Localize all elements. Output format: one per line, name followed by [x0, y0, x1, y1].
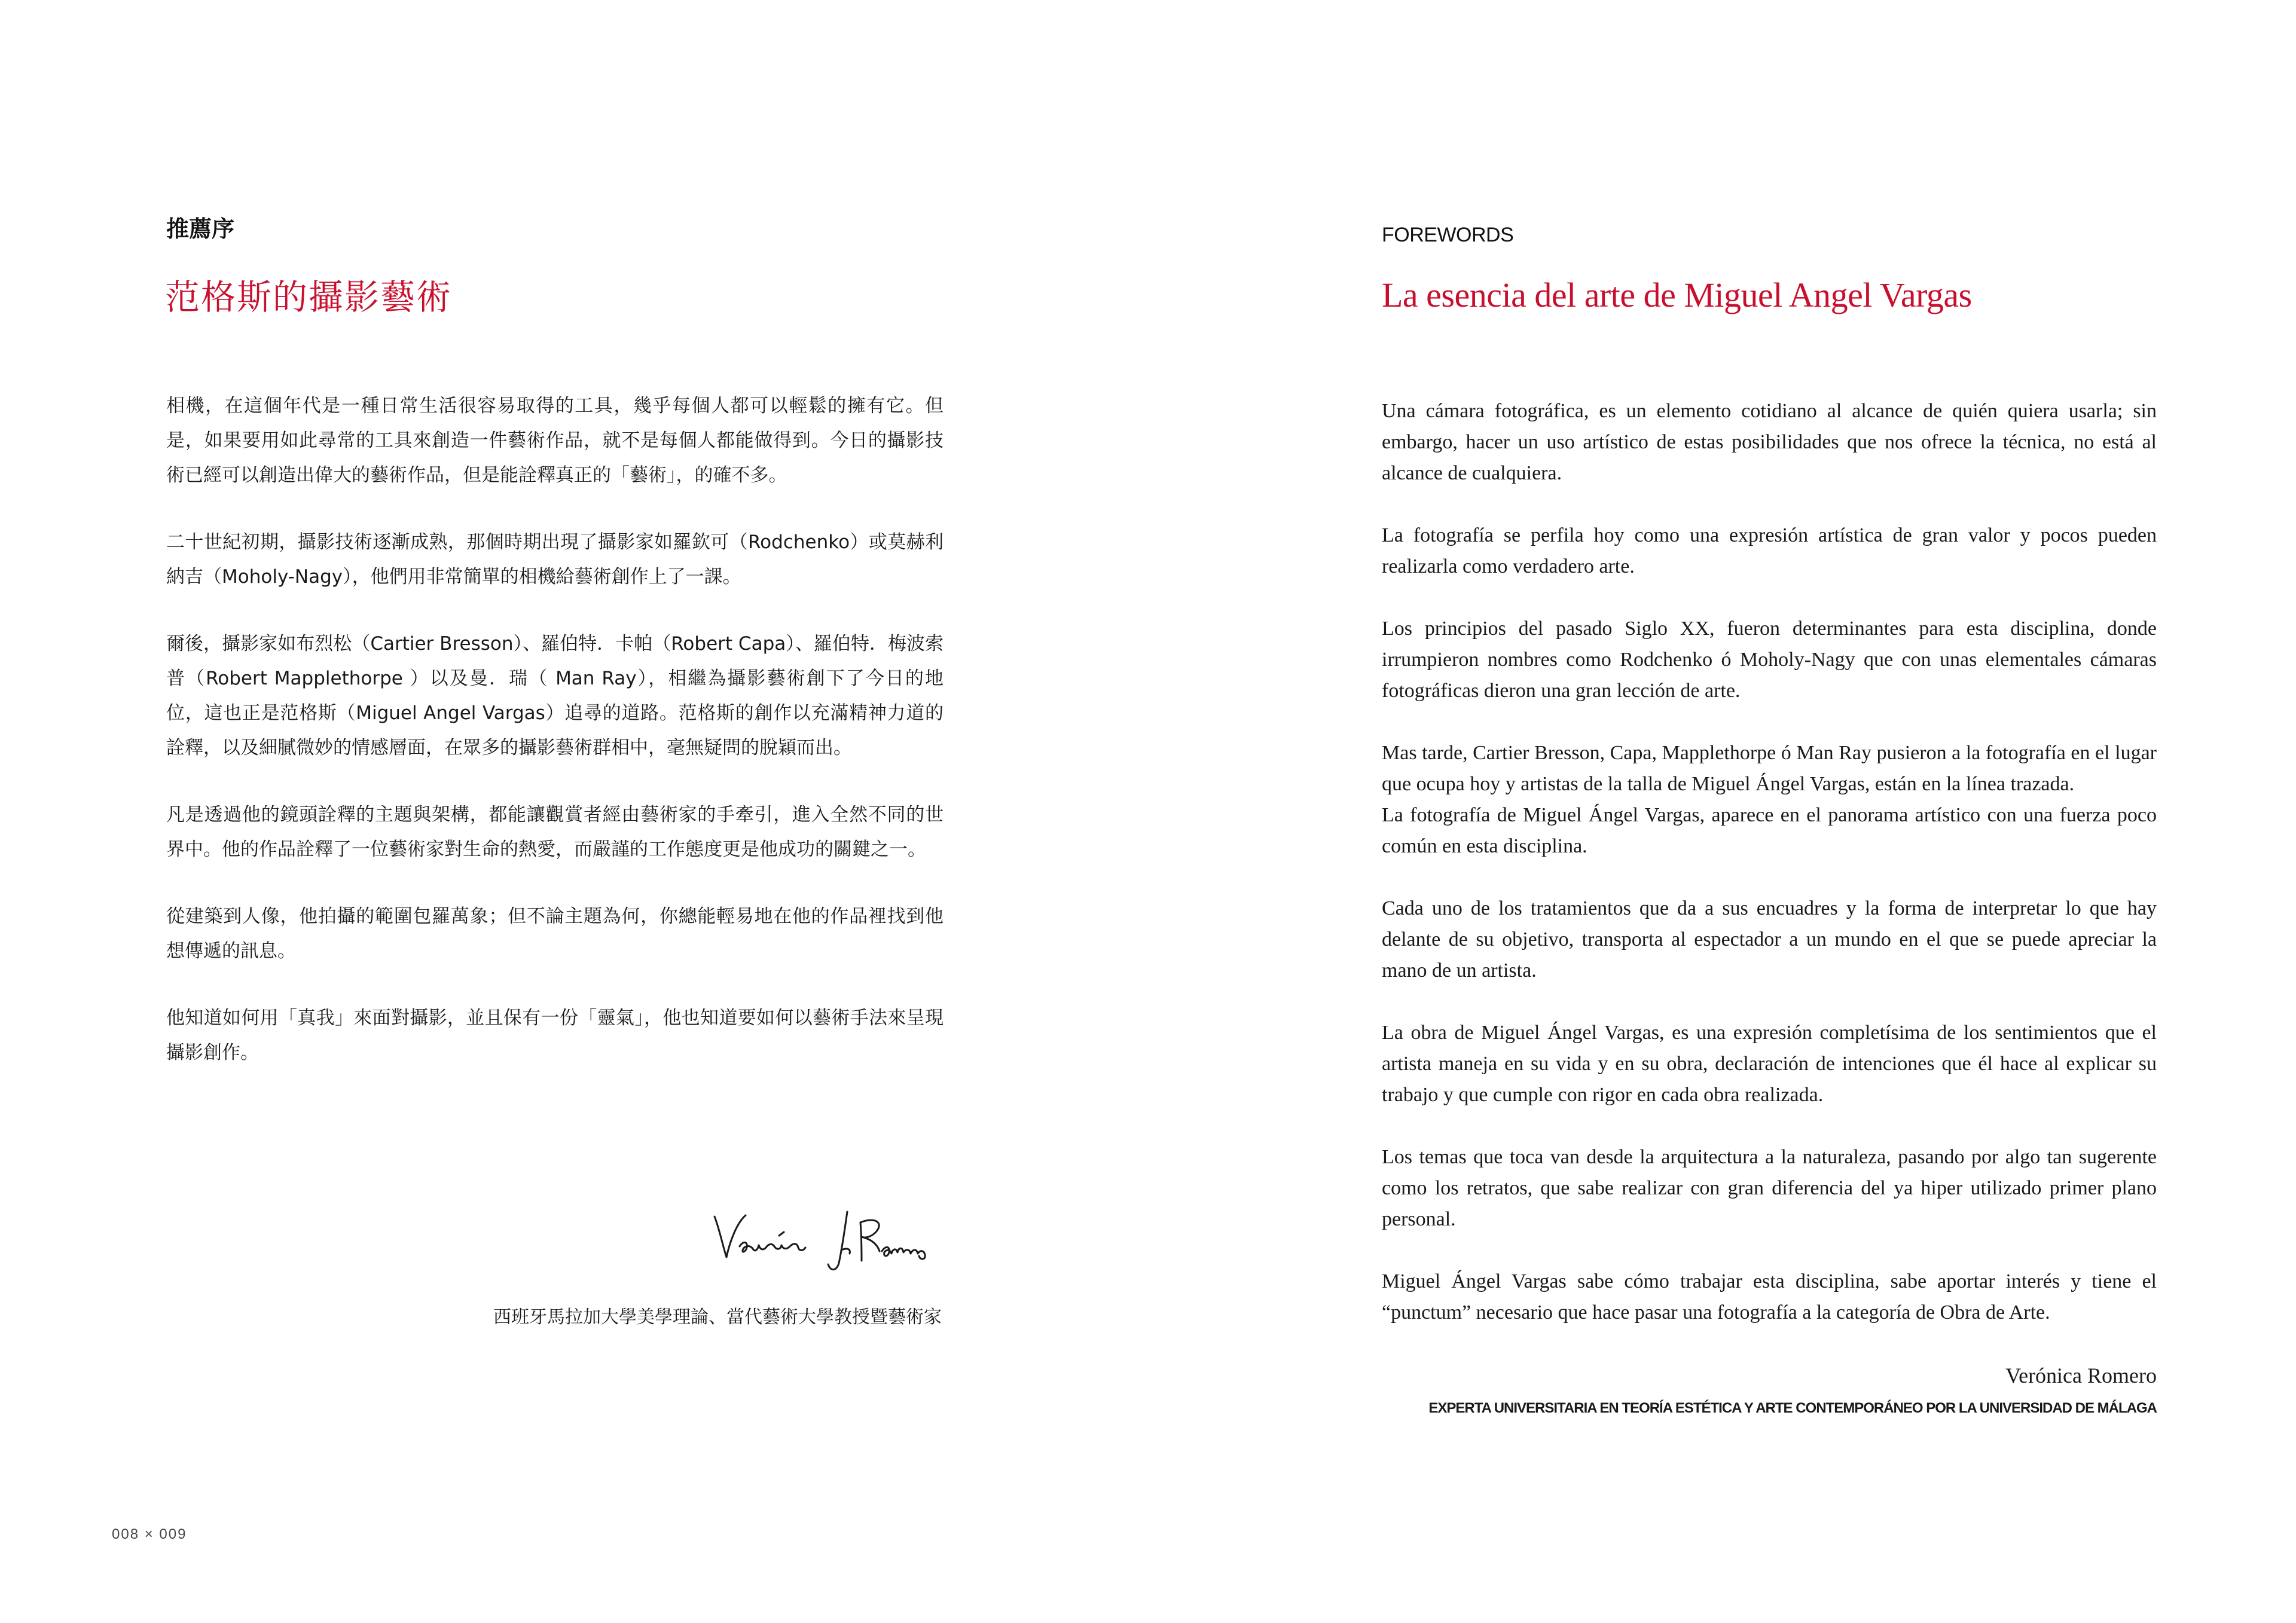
right-paragraph-8: Los temas que toca van desde la arquitectura a la naturaleza, pasando por algo tan sugerente como los retratos, que sabe realizar con gran diferencia del ya hiper utilizado primer plano personal.	[1382, 1146, 2157, 1230]
right-author-credit: EXPERTA UNIVERSITARIA EN TEORÍA ESTÉTICA Y ARTE CONTEMPORÁNEO POR LA UNIVERSIDAD DE MÁLAGA	[1428, 1400, 2157, 1416]
left-paragraph-4: 凡是透過他的鏡頭詮釋的主題與架構，都能讓觀賞者經由藝術家的手牽引，進入全然不同的世界中。他的作品詮釋了一位藝術家對生命的熱愛，而嚴謹的工作態度更是他成功的關鍵之一。	[166, 804, 944, 860]
left-paragraph-3: 爾後，攝影家如布烈松（Cartier Bresson）、羅伯特．卡帕（Robert Capa）、羅伯特．梅波索普（Robert Mapplethorpe ）以及曼．瑞（ Man Ray），相繼為攝影藝術創下了今日的地位，這也正是范格斯（Miguel Angel Vargas）追尋的道路。范格斯的創作以充滿精神力道的詮釋，以及細膩微妙的情感層面，在眾多的攝影藝術群相中，毫無疑問的脫穎而出。	[166, 633, 944, 759]
right-page-title: La esencia del arte de Miguel Angel Vargas	[1382, 276, 1972, 314]
left-page-title: 范格斯的攝影藝術	[165, 277, 453, 317]
page-number: 008 × 009	[112, 1526, 187, 1542]
right-paragraph-9: Miguel Ángel Vargas sabe cómo trabajar esta disciplina, sabe aportar interés y tiene el “punctum” necesario que hace pasar una fotografía a la categoría de Obra de Arte.	[1382, 1270, 2157, 1324]
right-author-name: Verónica Romero	[2005, 1364, 2157, 1387]
left-author-credit: 西班牙馬拉加大學美學理論、當代藝術大學教授暨藝術家	[493, 1307, 942, 1328]
left-paragraph-2: 二十世紀初期，攝影技術逐漸成熟，那個時期出現了攝影家如羅欽可（Rodchenko）或莫赫利納吉（Moholy-Nagy），他們用非常簡單的相機給藝術創作上了一課。	[166, 531, 944, 588]
right-paragraph-4: Mas tarde, Cartier Bresson, Capa, Mapplethorpe ó Man Ray pusieron a la fotografía en el lugar que ocupa hoy y artistas de la talla de Miguel Ángel Vargas, están en la línea trazada.	[1382, 742, 2157, 795]
right-paragraph-2: La fotografía se perfila hoy como una expresión artística de gran valor y pocos pueden realizarla como verdadero arte.	[1382, 524, 2157, 577]
right-paragraph-1: Una cámara fotográfica, es un elemento cotidiano al alcance de quién quiera usarla; sin embargo, hacer un uso artístico de estas posibilidades que nos ofrece la técnica, no está al alcance de cualquiera.	[1382, 400, 2157, 484]
left-paragraph-6: 他知道如何用「真我」來面對攝影，並且保有一份「靈氣」，他也知道要如何以藝術手法來呈現攝影創作。	[166, 1007, 944, 1063]
left-body-text	[166, 389, 944, 1102]
right-paragraph-5: La fotografía de Miguel Ángel Vargas, aparece en el panorama artístico con una fuerza poco común en esta disciplina.	[1382, 804, 2157, 857]
left-paragraph-1: 相機，在這個年代是一種日常生活很容易取得的工具，幾乎每個人都可以輕鬆的擁有它。但是，如果要用如此尋常的工具來創造一件藝術作品，就不是每個人都能做得到。今日的攝影技術已經可以創造出偉大的藝術作品，但是能詮釋真正的「藝術」，的確不多。	[166, 395, 944, 486]
right-paragraph-7: La obra de Miguel Ángel Vargas, es una expresión completísima de los sentimientos que el artista maneja en su vida y en su obra, declaración de intenciones que él hace al explicar su trabajo y que cumple con rigor en cada obra realizada.	[1382, 1022, 2157, 1106]
right-paragraph-3: Los principios del pasado Siglo XX, fueron determinantes para esta disciplina, donde irrumpieron nombres como Rodchenko ó Moholy-Nagy que con unas elementales cámaras fotográficas dieron una gran lección de arte.	[1382, 618, 2157, 702]
left-paragraph-5: 從建築到人像，他拍攝的範圍包羅萬象；但不論主題為何，你總能輕易地在他的作品裡找到他想傳遞的訊息。	[166, 906, 944, 962]
right-section-kicker: FOREWORDS	[1382, 224, 1514, 246]
left-section-kicker: 推薦序	[166, 216, 235, 242]
signature-image	[709, 1205, 942, 1276]
right-body-text	[1382, 396, 2157, 1359]
right-paragraph-6: Cada uno de los tratamientos que da a sus encuadres y la forma de interpretar lo que hay delante de su objetivo, transporta al espectador a un mundo en el que se puede apreciar la mano de un artista.	[1382, 897, 2157, 982]
